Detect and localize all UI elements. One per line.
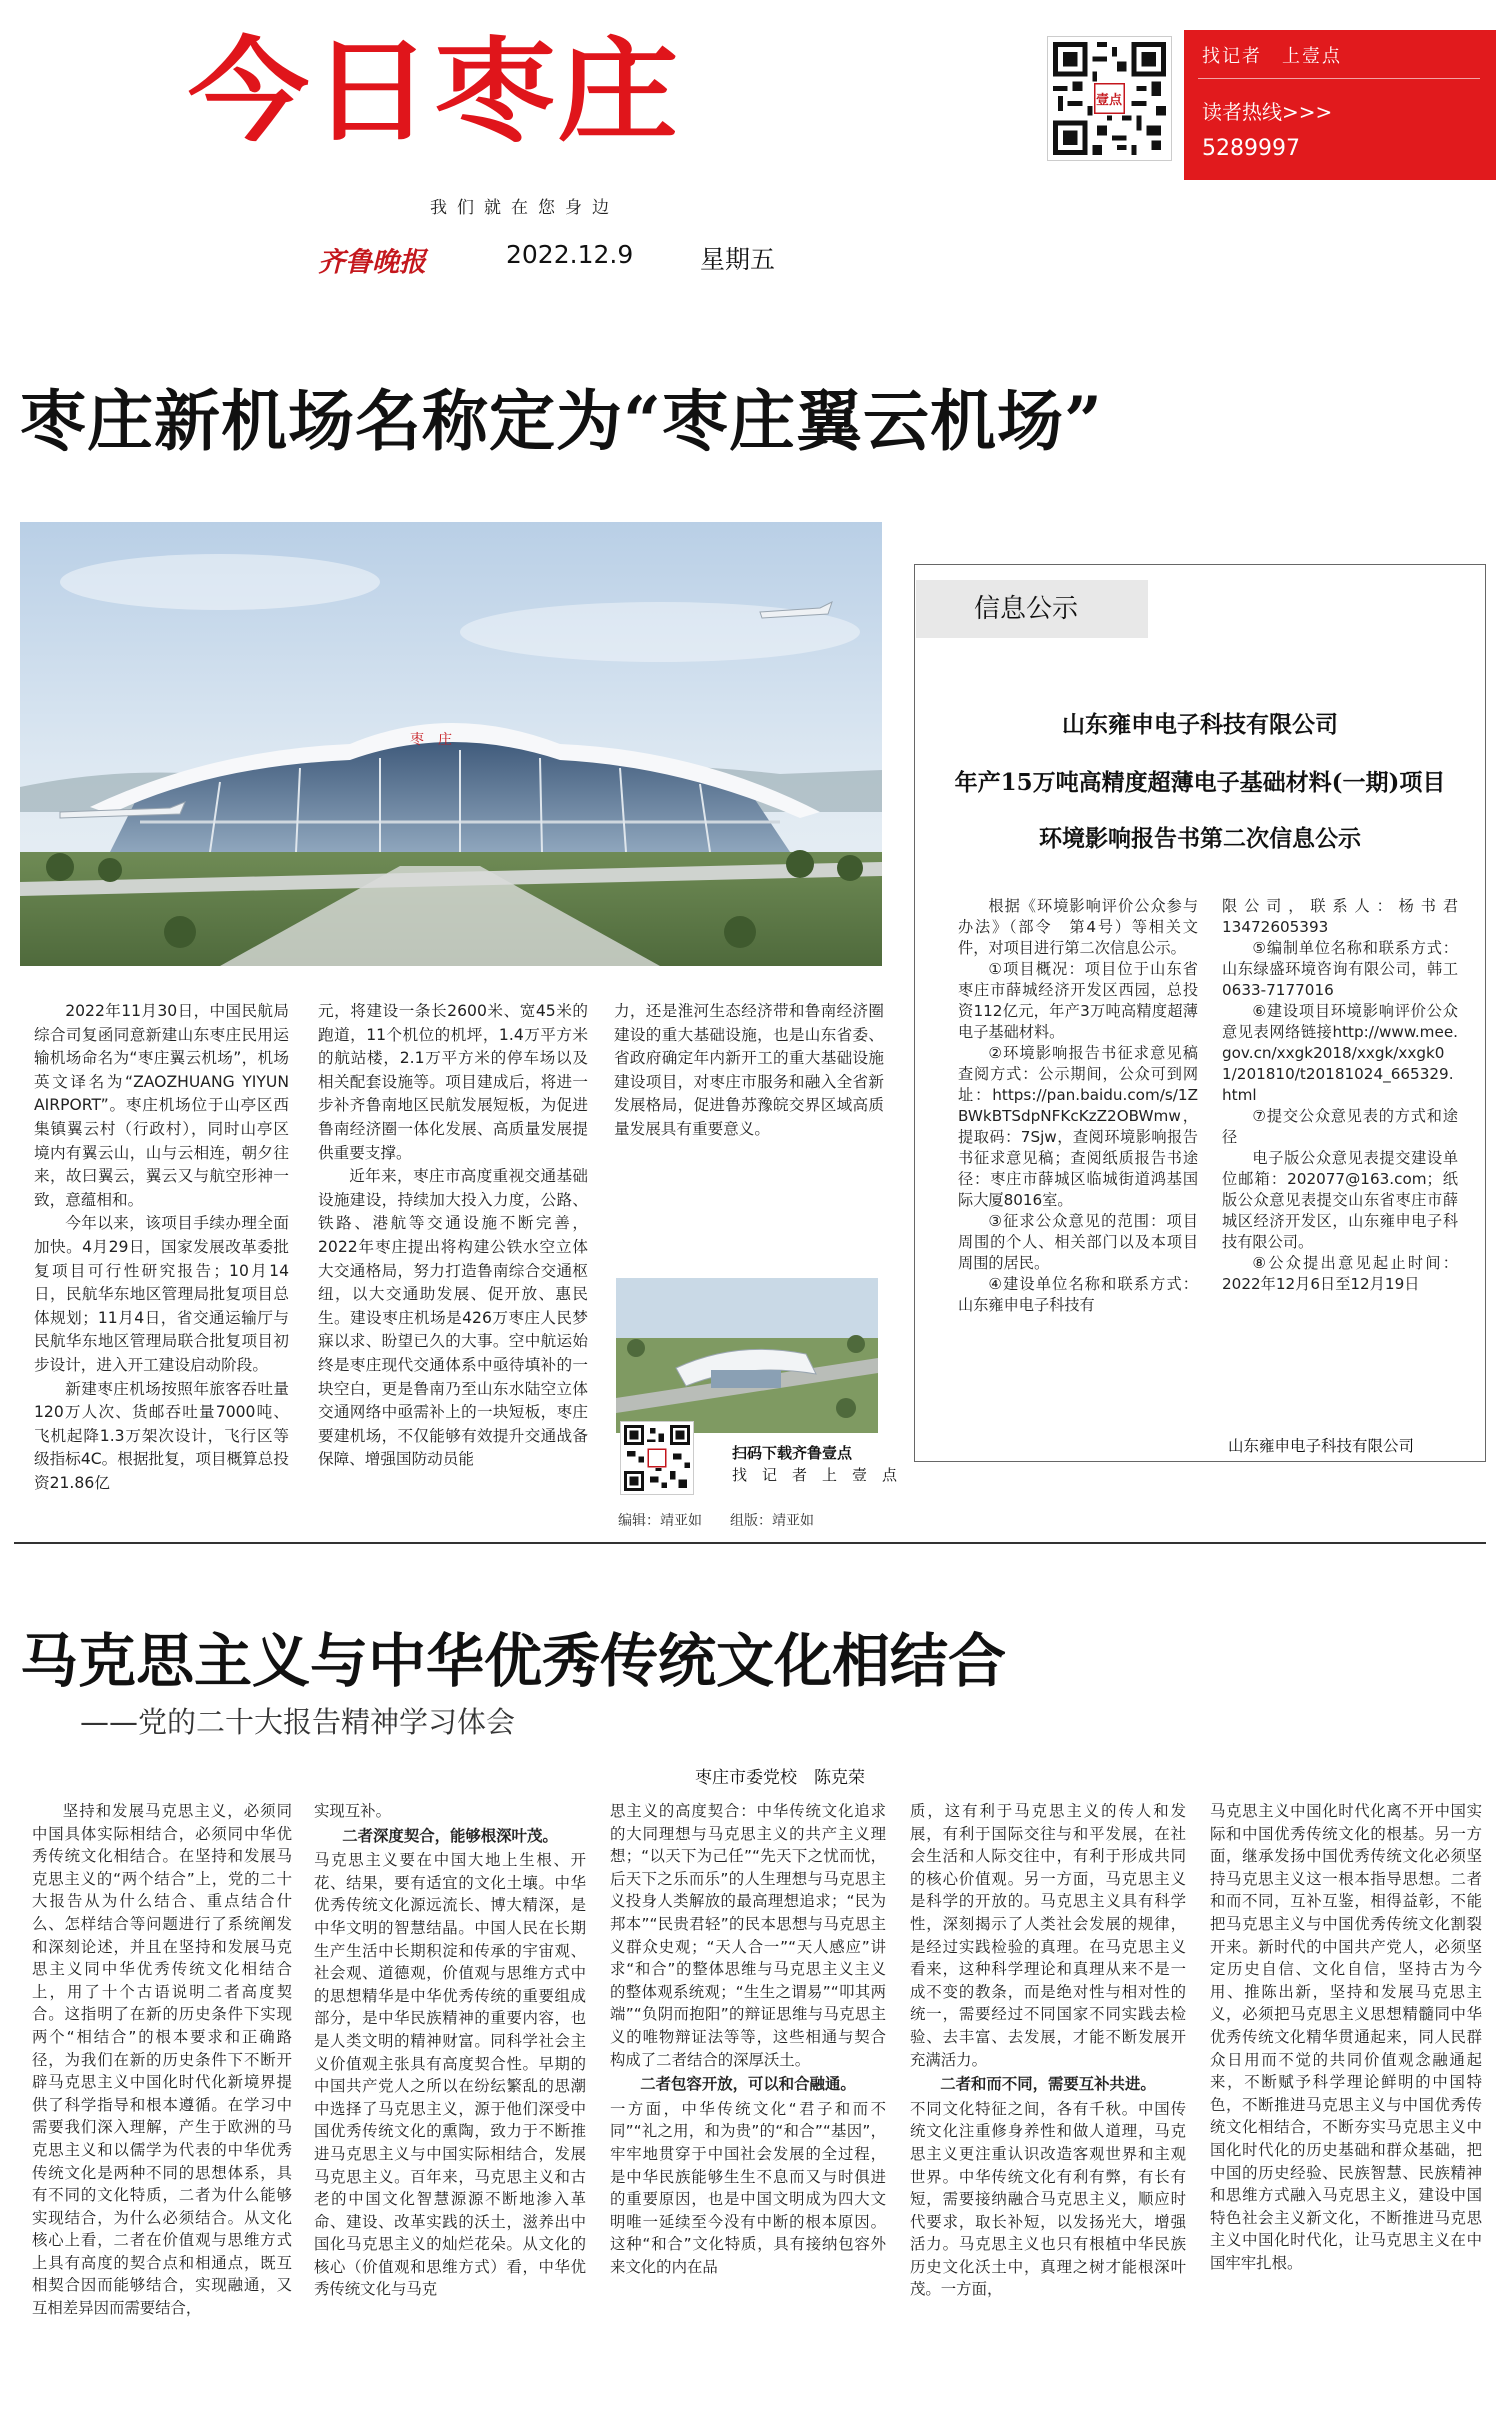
notice-column-left bbox=[958, 896, 1198, 1316]
scan-download-subtitle: 找 记 者 上 壹 点 bbox=[732, 1466, 898, 1484]
article2-paragraph: 实现互补。 bbox=[314, 1802, 391, 1820]
notice-paragraph: ④建设单位名称和联系方式：山东雍申电子科技有 bbox=[958, 1275, 1198, 1314]
terminal-sign: 枣 庄 bbox=[410, 732, 452, 748]
article1-paragraph: 元，将建设一条长2600米、宽45米的跑道，11个机位的机坪，1.4万平方米的航站楼，2.1万平方米的停车场以及相关配套设施等。项目建成后，将进一步补齐鲁南地区民航发展短板，为促进鲁南经济圈一体化发展、高质量发展提供重要支撑。 bbox=[318, 1002, 588, 1162]
article1-column-1 bbox=[34, 1000, 289, 1495]
article2-paragraph: 马克思主义中国化时代化离不开中国实际和中国优秀传统文化的根基。另一方面，继承发扬中国优秀传统文化必须坚持马克思主义这一根本指导思想。二者和而不同，互补互鉴，相得益彰，不能把马克思主义与中国优秀传统文化割裂开来。新时代的中国共产党人，必须坚定历史自信、文化自信，坚持古为今用、推陈出新，坚持和发展马克思主义，必须把马克思主义思想精髓同中华优秀传统文化精华贯通起来，同人民群众日用而不觉的共同价值观念融通起来，不断赋予科学理论鲜明的中国特色，不断推进马克思主义与中国优秀传统文化相结合，不断夯实马克思主义中国化时代化的历史基础和群众基础，把中国的历史经验、民族智慧、民族精神和思维方式融入马克思主义，建设中国特色社会主义新文化，不断推进马克思主义中国化时代化，让马克思主义在中国牢牢扎根。 bbox=[1210, 1802, 1482, 2272]
section-divider bbox=[14, 1542, 1486, 1544]
find-reporter-text: 找记者 上壹点 bbox=[1202, 46, 1342, 67]
issue-date: 2022.12.9 bbox=[506, 240, 634, 269]
reader-hotline-box bbox=[1184, 30, 1496, 180]
notice-paragraph: ⑧公众提出意见起止时间：2022年12月6日至12月19日 bbox=[1222, 1254, 1458, 1293]
article2-paragraph: 质，这有利于马克思主义的传人和发展，有利于国际交往与和平发展，在社会生活和人际交往中，有利于形成共同的核心价值观。另一方面，马克思主义是科学的开放的。马克思主义具有科学性，深刻揭示了人类社会发展的规律，是经过实践检验的真理。在马克思主义看来，这种科学理论和真理从来不是一成不变的教条，而是绝对性与相对性的统一，需要经过不同国家不同实践去检验、去丰富、去发展，才能不断发展开充满活力。 bbox=[910, 1802, 1186, 2069]
issue-weekday: 星期五 bbox=[700, 245, 776, 274]
airport-rendering-photo bbox=[20, 522, 882, 966]
notice-paragraph: ②环境影响报告书征求意见稿查阅方式：公示期间，公众可到网址：https://pan.baidu.com/s/1ZBWkBTSdpNFKcKzZ2OBWmw，提取码：7Sjw，查阅环境影响报告书征求意见稿；查阅纸质报告书途径：枣庄市薛城区临城街道鸿基国际大厦8016室。 bbox=[958, 1044, 1198, 1209]
article2-section-heading: 二者深度契合，能够根深叶茂。 bbox=[342, 1826, 558, 1845]
airport-aerial-photo bbox=[616, 1278, 878, 1433]
qr-label: 壹点 bbox=[1096, 93, 1123, 108]
scan-download-title: 扫码下载齐鲁壹点 bbox=[732, 1444, 853, 1462]
notice-title-company: 山东雍申电子科技有限公司 bbox=[1062, 711, 1338, 738]
publisher-logo: 齐鲁晚报 bbox=[318, 247, 426, 278]
article2-paragraph: 思主义的高度契合：中华传统文化追求的大同理想与马克思主义的共产主义理想；“以天下为己任”“先天下之忧而忧，后天下之乐而乐”的人生理想与马克思主义投身人类解放的最高理想追求；“民为邦本”“民贵君轻”的民本思想与马克思主义群众史观；“天人合一”“天人感应”讲求“和合”的整体思维与马克思主义主义的整体观系统观；“生生之谓易”“叩其两端”“负阴而抱阳”的辩证思维与马克思主义的唯物辩证法等等，这些相通与契合构成了二者结合的深厚沃土。 bbox=[610, 1802, 886, 2069]
article1-paragraph: 近年来，枣庄市高度重视交通基础设施建设，持续加大投入力度，公路、铁路、港航等交通设施不断完善，2022年枣庄提出将构建公铁水空立体大交通格局，努力打造鲁南综合交通枢纽，以大交通助发展、促开放、惠民生。建设枣庄机场是426万枣庄人民梦寐以求、盼望已久的大事。空中航运始终是枣庄现代交通体系中亟待填补的一块空白，更是鲁南乃至山东水陆空立体交通网络中亟需补上的一块短板，枣庄要建机场，不仅能够有效提升交通战备保障、增强国防动员能 bbox=[318, 1167, 588, 1469]
article1-paragraph: 新建枣庄机场按照年旅客吞吐量120万人次、货邮吞吐量7000吨、飞机起降1.3万架次设计，飞行区等级指标4C。根据批复，项目概算总投资21.86亿 bbox=[34, 1379, 289, 1492]
notice-tag: 信息公示 bbox=[916, 580, 1148, 638]
article2-column-1 bbox=[32, 1800, 292, 2320]
article1-paragraph: 2022年11月30日，中国民航局综合司复函同意新建山东枣庄民用运输机场命名为“枣庄翼云机场”，机场英文译名为“ZAOZHUANG YIYUN AIRPORT”。枣庄机场位于山亭区西集镇翼云村（行政村），同时山亭区境内有翼云山，山与云相连，朝夕往来，故曰翼云，翼云又与航空形神一致，意蕴相和。 bbox=[34, 1002, 289, 1209]
article2-column-5 bbox=[1210, 1800, 1482, 2274]
notice-signature: 山东雍申电子科技有限公司 bbox=[1228, 1437, 1415, 1455]
article1-paragraph: 力，还是淮河生态经济带和鲁南经济圈建设的重大基础设施，也是山东省委、省政府确定年内新开工的重大基础设施建设项目，对枣庄市服务和融入全省新发展格局，促进鲁苏豫皖交界区域高质量发展具有重要意义。 bbox=[614, 1002, 884, 1138]
notice-paragraph: 根据《环境影响评价公众参与办法》（部令 第4号）等相关文件，对项目进行第二次信息公示。 bbox=[958, 897, 1198, 957]
notice-title-project: 年产15万吨高精度超薄电子基础材料(一期)项目 bbox=[954, 769, 1446, 796]
article2-paragraph: 不同文化特征之间，各有千秋。中国传统文化注重修身养性和做人道理，马克思主义更注重认识改造客观世界和主观世界。中华传统文化有利有弊，有长有短，需要接纳融合马克思主义，顺应时代要求，取长补短，以发扬光大，增强活力。马克思主义也只有根植中华民族历史文化沃土中，真理之树才能根深叶茂。一方面， bbox=[910, 2099, 1186, 2299]
article1-headline: 枣庄新机场名称定为“枣庄翼云机场” bbox=[20, 382, 1103, 460]
article2-paragraph: 坚持和发展马克思主义，必须同中国具体实际相结合，必须同中华优秀传统文化相结合。在坚持和发展马克思主义的“两个结合”上，党的二十大报告从为什么结合、重点结合什么、怎样结合等问题进行了系统阐发和深刻论述，并且在坚持和发展马克思主义同中华优秀传统文化相结合上，用了十个古语说明二者高度契合。这指明了在新的历史条件下实现两个“相结合”的根本要求和正确路径，为我们在新的历史条件下不断开辟马克思主义中国化时代化新境界提供了科学指导和根本遵循。在学习中需要我们深入理解，产生于欧洲的马克思主义和以儒学为代表的中华优秀传统文化是两种不同的思想体系，具有不同的文化特质，二者为什么能够实现结合，为什么必须结合。从文化核心上看，二者在价值观与思维方式上具有高度的契合点和相通点，既互相契合因而能够结合，实现融通，又互相差异因而需要结合， bbox=[32, 1802, 292, 2318]
article2-paragraph: 一方面，中华传统文化“君子和而不同”“礼之用，和为贵”的“和合”“基因”，牢牢地贯穿于中国社会发展的全过程，是中华民族能够生生不息而又与时俱进的重要原因，也是中国文明成为四大文明唯一延续至今没有中断的根本原因。这种“和合”文化特质，具有接纳包容外来文化的内在品 bbox=[610, 2099, 886, 2276]
article2-column-3 bbox=[610, 1800, 886, 2278]
article2-section-heading: 二者包容开放，可以和合融通。 bbox=[640, 2075, 856, 2094]
hotline-divider bbox=[1198, 78, 1480, 79]
download-qr-code-icon[interactable] bbox=[620, 1421, 694, 1495]
editor-credit: 编辑：靖亚如 组版：靖亚如 bbox=[618, 1513, 814, 1529]
notice-title-subject: 环境影响报告书第二次信息公示 bbox=[1039, 825, 1361, 852]
article2-subheadline: ——党的二十大报告精神学习体会 bbox=[80, 1705, 516, 1739]
notice-column-right bbox=[1222, 896, 1458, 1295]
notice-paragraph: ⑦提交公众意见表的方式和途径 bbox=[1222, 1107, 1458, 1146]
article2-section-heading: 二者和而不同，需要互补共进。 bbox=[940, 2075, 1156, 2094]
notice-paragraph: ③征求公众意见的范围：项目周围的个人、相关部门以及本项目周围的居民。 bbox=[958, 1212, 1198, 1272]
notice-paragraph: ⑥建设项目环境影响评价公众意见表网络链接http://www.mee.gov.cn/xxgk2018/xxgk/xxgk01/201810/t20181024_665329.html bbox=[1222, 1002, 1458, 1104]
article2-headline: 马克思主义与中华优秀传统文化相结合 bbox=[20, 1627, 1007, 1695]
hotline-label: 读者热线>>> bbox=[1202, 100, 1333, 124]
article2-paragraph: 马克思主义要在中国大地上生根、开花、结果，要有适宜的文化土壤。中华优秀传统文化源远流长、博大精深，是中华文明的智慧结晶。中国人民在长期生产生活中长期积淀和传承的宇宙观、社会观、道德观，价值观与思维方式中的思想精华是中华优秀传统的重要组成部分，是中华民族精神的重要内容，也是人类文明的精神财富。同科学社会主义价值观主张具有高度契合性。早期的中国共产党人之所以在纷纭繁乱的思潮中选择了马克思主义，源于他们深受中国优秀传统文化的熏陶，致力于不断推进马克思主义与中国实际相结合，发展马克思主义。百年来，马克思主义和古老的中国文化智慧源源不断地渗入革命、建设、改革实践的沃土，滋养出中国化马克思主义的灿烂花朵。从文化的核心（价值观和思维方式）看，中华优秀传统文化与马克 bbox=[314, 1851, 586, 2299]
hotline-number[interactable]: 5289997 bbox=[1202, 136, 1300, 161]
article2-column-4 bbox=[910, 1800, 1186, 2301]
article1-paragraph: 今年以来，该项目手续办理全面加快。4月29日，国家发展改革委批复项目可行性研究报告；10月14日，民航华东地区管理局批复项目总体规划；11月4日，省交通运输厅与民航华东地区管理局联合批复项目初步设计，进入开工建设启动阶段。 bbox=[34, 1214, 289, 1374]
qr-code-icon[interactable] bbox=[1047, 36, 1172, 161]
slogan: 我们就在您身边 bbox=[430, 198, 619, 218]
notice-paragraph: 限公司，联系人：杨书君13472605393 bbox=[1222, 897, 1458, 936]
article1-column-2 bbox=[318, 1000, 588, 1472]
article2-author: 枣庄市委党校 陈克荣 bbox=[695, 1768, 865, 1788]
article2-column-2 bbox=[314, 1800, 586, 2301]
article1-column-3 bbox=[614, 1000, 884, 1142]
notice-paragraph: 电子版公众意见表提交建设单位邮箱：202077@163.com；纸版公众意见表提交山东省枣庄市薛城区经济开发区，山东雍申电子科技有限公司。 bbox=[1222, 1149, 1458, 1251]
notice-paragraph: ①项目概况：项目位于山东省枣庄市薛城经济开发区西园，总投资112亿元，年产3万吨高精度超薄电子基础材料。 bbox=[958, 960, 1198, 1041]
notice-paragraph: ⑤编制单位名称和联系方式：山东绿盛环境咨询有限公司，韩工0633-7177016 bbox=[1222, 939, 1458, 999]
newspaper-logo: 今日枣庄 bbox=[188, 27, 681, 157]
